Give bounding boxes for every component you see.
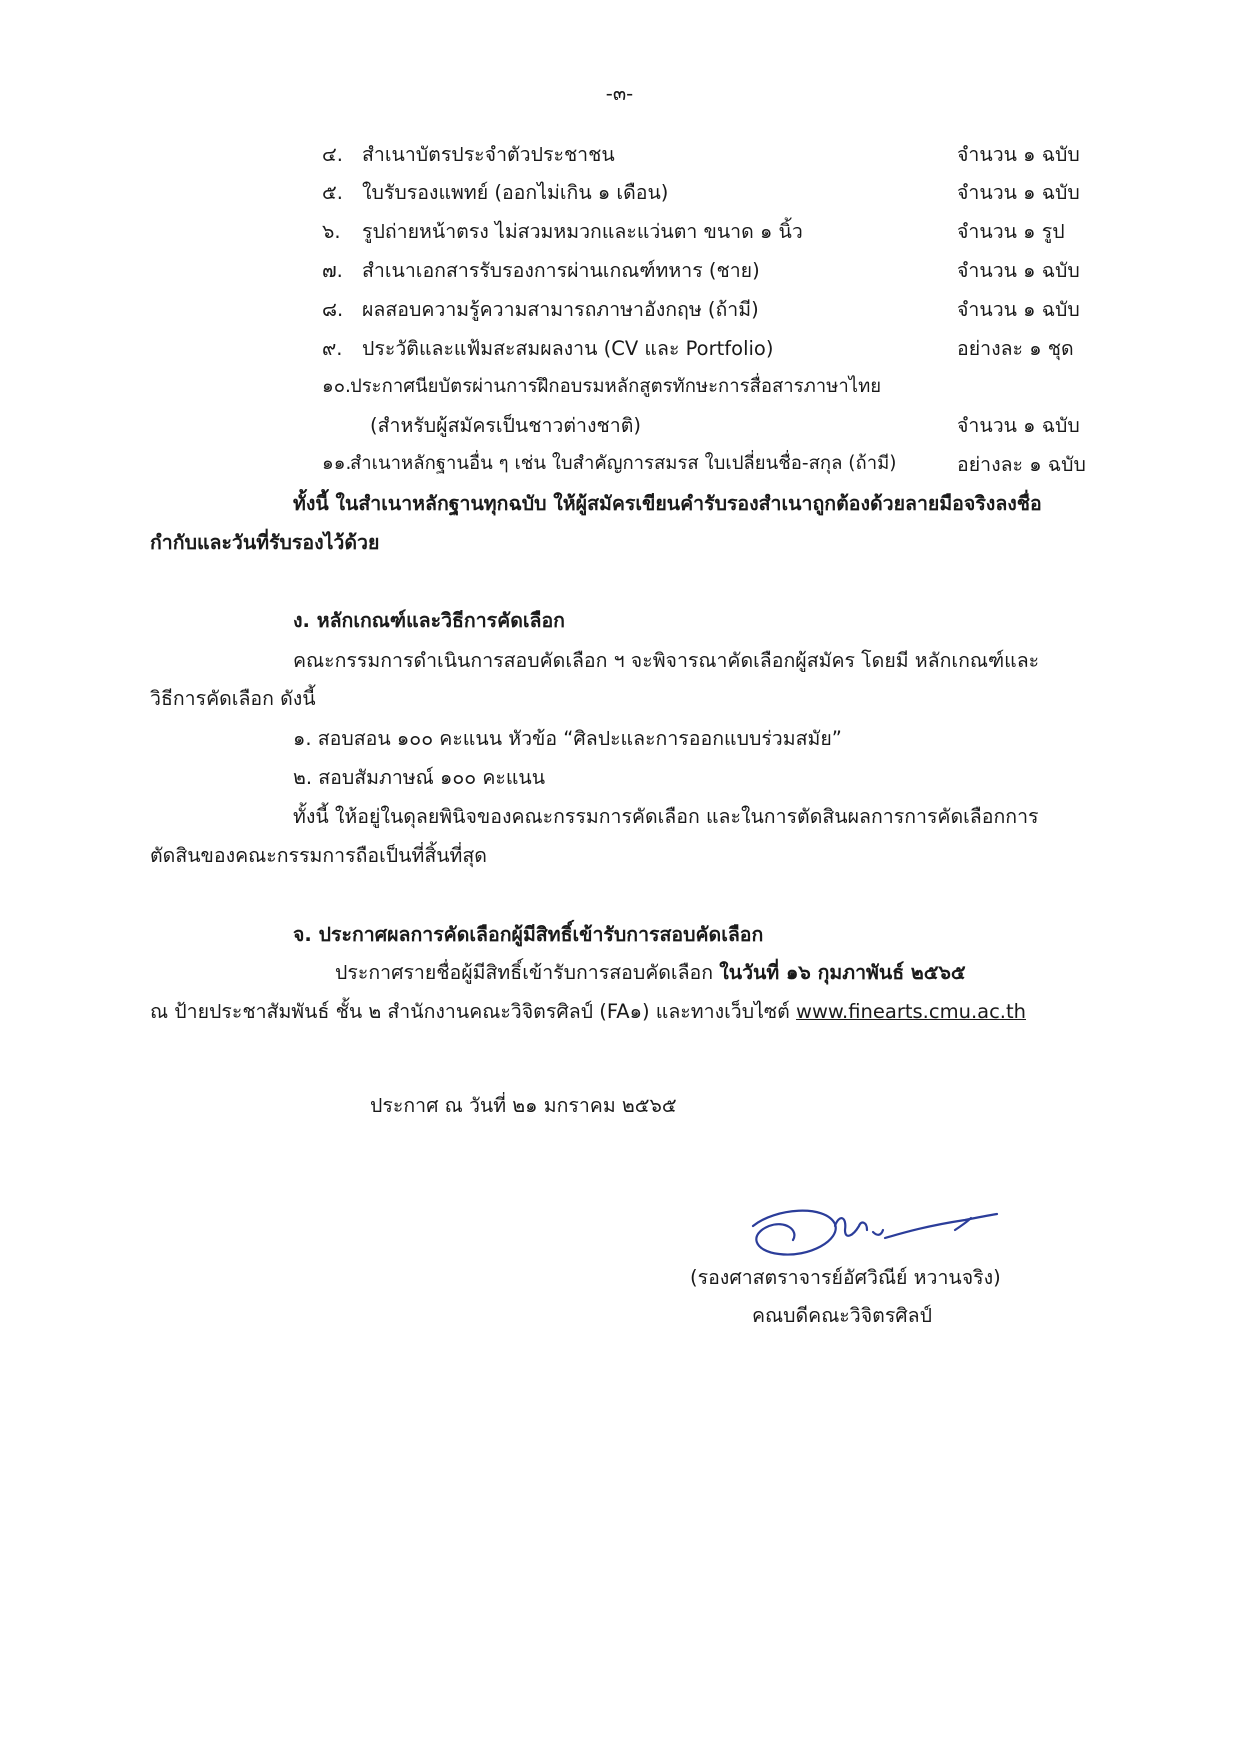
list-item-text: ผลสอบความรู้ความสามารถภาษาอังกฤษ (ถ้ามี) bbox=[362, 298, 759, 321]
list-item-quantity: อย่างละ ๑ ฉบับ bbox=[957, 453, 1086, 476]
criteria-note-line1: ทั้งนี้ ให้อยู่ในดุลยพินิจของคณะกรรมการคัดเลือก และในการตัดสินผลการการคัดเลือกการ bbox=[293, 805, 1039, 828]
list-item-number: ๑๑. bbox=[322, 453, 352, 474]
list-item-quantity: จำนวน ๑ ฉบับ bbox=[957, 143, 1080, 166]
criteria-intro-line2: วิธีการคัดเลือก ดังนี้ bbox=[150, 687, 316, 710]
announcement-date: ในวันที่ ๑๖ กุมภาพันธ์ ๒๕๖๕ bbox=[719, 961, 966, 984]
list-item-quantity: อย่างละ ๑ ชุด bbox=[957, 337, 1074, 360]
announcement-location: ณ ป้ายประชาสัมพันธ์ ชั้น ๒ สำนักงานคณะวิจิตรศิลป์ (FA๑) และทางเว็บไซต์ bbox=[150, 1000, 796, 1023]
list-item-quantity: จำนวน ๑ ฉบับ bbox=[957, 298, 1080, 321]
list-item-number: ๗. bbox=[322, 259, 343, 282]
website-link[interactable]: www.finearts.cmu.ac.th bbox=[796, 1000, 1027, 1023]
announcement-text: ประกาศรายชื่อผู้มีสิทธิ์เข้ารับการสอบคัดเลือก bbox=[335, 961, 720, 984]
announcement-line1 bbox=[335, 957, 966, 988]
section-heading-announcement: จ. ประกาศผลการคัดเลือกผู้มีสิทธิ์เข้ารับการสอบคัดเลือก bbox=[293, 923, 764, 946]
criteria-note-line2: ตัดสินของคณะกรรมการถือเป็นที่สิ้นที่สุด bbox=[150, 844, 487, 867]
list-item-text: สำเนาหลักฐานอื่น ๆ เช่น ใบสำคัญการสมรส ใบเปลี่ยนชื่อ-สกุล (ถ้ามี) bbox=[350, 453, 897, 474]
list-item-text: สำเนาบัตรประจำตัวประชาชน bbox=[362, 143, 615, 166]
list-item-text: ประกาศนียบัตรผ่านการฝึกอบรมหลักสูตรทักษะการสื่อสารภาษาไทย bbox=[350, 376, 882, 397]
certify-note-line2: กำกับและวันที่รับรองไว้ด้วย bbox=[150, 531, 380, 554]
criteria-intro-line1: คณะกรรมการดำเนินการสอบคัดเลือก ฯ จะพิจารณาคัดเลือกผู้สมัคร โดยมี หลักเกณฑ์และ bbox=[293, 649, 1040, 672]
list-item-quantity: จำนวน ๑ ฉบับ bbox=[957, 181, 1080, 204]
list-item-number: ๘. bbox=[322, 298, 344, 321]
signatory-name: (รองศาสตราจารย์อัศวิณีย์ หวานจริง) bbox=[690, 1266, 1001, 1289]
list-item-text: รูปถ่ายหน้าตรง ไม่สวมหมวกและแว่นตา ขนาด ๑ นิ้ว bbox=[362, 220, 803, 243]
list-item-text-continued: (สำหรับผู้สมัครเป็นชาวต่างชาติ) bbox=[370, 414, 641, 437]
list-item-number: ๕. bbox=[322, 181, 343, 204]
section-heading-criteria: ง. หลักเกณฑ์และวิธีการคัดเลือก bbox=[293, 609, 565, 632]
list-item-number: ๔. bbox=[322, 143, 343, 166]
signature-image bbox=[735, 1196, 1015, 1271]
list-item-text: สำเนาเอกสารรับรองการผ่านเกณฑ์ทหาร (ชาย) bbox=[362, 259, 760, 282]
list-item-quantity: จำนวน ๑ ฉบับ bbox=[957, 259, 1080, 282]
list-item-quantity: จำนวน ๑ ฉบับ bbox=[957, 414, 1080, 437]
signatory-title: คณบดีคณะวิจิตรศิลป์ bbox=[752, 1304, 933, 1327]
list-item-number: ๖. bbox=[322, 220, 341, 243]
list-item-number: ๙. bbox=[322, 337, 343, 360]
certify-note-line1: ทั้งนี้ ในสำเนาหลักฐานทุกฉบับ ให้ผู้สมัครเขียนคำรับรองสำเนาถูกต้องด้วยลายมือจริงลงชื่อ bbox=[293, 492, 1042, 515]
page-number: -๓- bbox=[605, 82, 634, 105]
list-item-number: ๑๐. bbox=[322, 376, 351, 397]
criteria-item-interview: ๒. สอบสัมภาษณ์ ๑๐๐ คะแนน bbox=[293, 766, 546, 789]
list-item-text: ประวัติและแฟ้มสะสมผลงาน (CV และ Portfolio) bbox=[362, 337, 774, 360]
announce-date: ประกาศ ณ วันที่ ๒๑ มกราคม ๒๕๖๕ bbox=[370, 1094, 677, 1117]
criteria-item-teaching: ๑. สอบสอน ๑๐๐ คะแนน หัวข้อ “ศิลปะและการออกแบบร่วมสมัย” bbox=[293, 727, 842, 750]
list-item-quantity: จำนวน ๑ รูป bbox=[957, 220, 1065, 243]
list-item-text: ใบรับรองแพทย์ (ออกไม่เกิน ๑ เดือน) bbox=[362, 181, 669, 204]
announcement-line2 bbox=[150, 996, 1026, 1027]
